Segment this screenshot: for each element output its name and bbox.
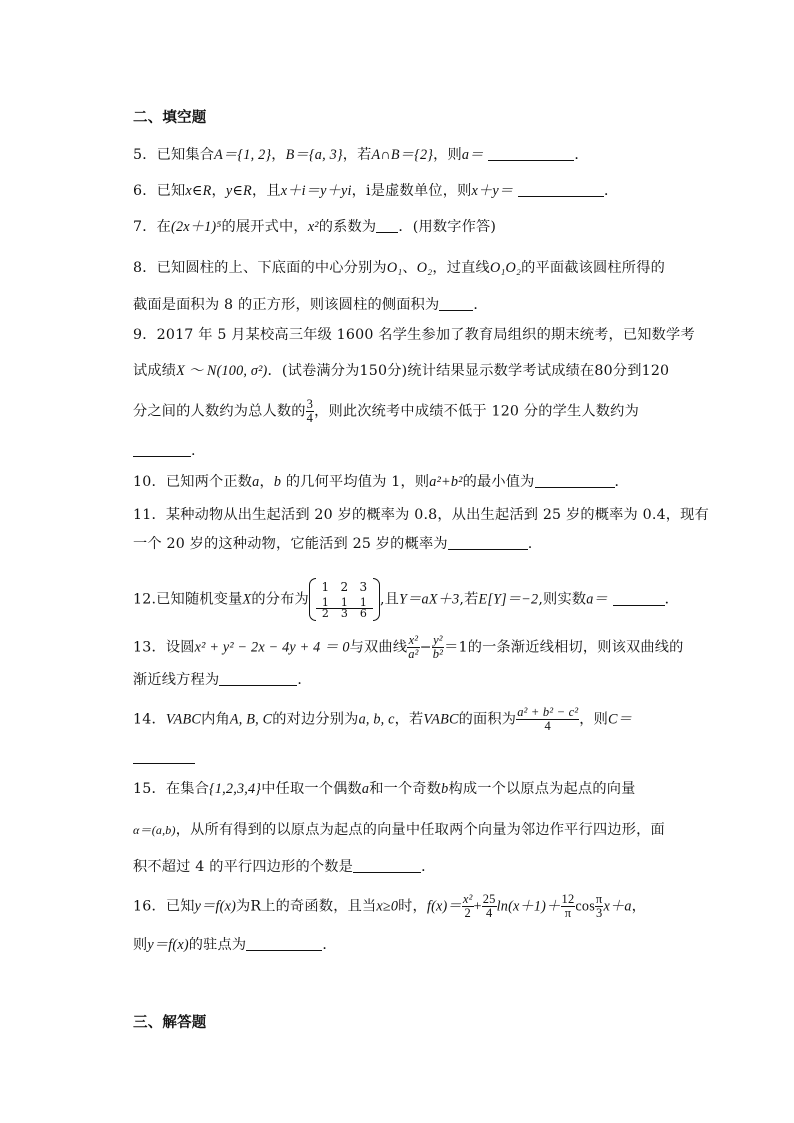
q15-line1-post: 构成一个以原点为起点的向量: [448, 781, 636, 797]
q13-eq1: ＝1: [444, 639, 468, 656]
q9-fraction: [306, 398, 314, 425]
q8-answer-blank[interactable]: [439, 296, 473, 311]
q9-line2-post: ．(试卷满分为150分)统计结果显示数学考试成绩在80分到120: [267, 363, 670, 379]
q7-mid2: 的系数为: [318, 219, 377, 235]
q5-pre: 5．已知集合: [133, 147, 215, 163]
q12-end: ．: [664, 591, 680, 608]
q12-matrix-bottom-1: $\frac{1}{2}$: [316, 598, 335, 619]
q14-mid2: 的对边分别为: [272, 711, 359, 728]
q14-mid3: ，若: [394, 711, 424, 728]
q12-distribution-matrix: [309, 580, 380, 619]
question-9-line-4: [133, 441, 196, 461]
q12-mid4: ,则实数: [538, 591, 587, 608]
q12-matrix-top-3: 3: [359, 580, 368, 594]
q6-y-real: y∈R: [225, 183, 252, 199]
q10-expr: a²+b²: [429, 474, 463, 490]
q12-EY: E[Y]＝−2: [478, 591, 539, 608]
q12-ask: a＝: [586, 591, 608, 608]
q11-answer-blank[interactable]: [448, 535, 528, 550]
question-8-line-2: [133, 295, 488, 315]
q15-end: ．: [421, 859, 436, 875]
q6-x-real: x∈R: [185, 183, 212, 199]
q8-line1-pre: 8．已知圆柱的上、下底面的中心分别为: [133, 260, 387, 276]
q16-term1: $\frac{\text{x²}}{2}$: [462, 892, 473, 920]
q16-mid1: 为R上的奇函数，且当: [236, 898, 377, 915]
q14-ask: C＝: [608, 711, 633, 728]
q7-end: ．(用数字作答): [398, 219, 497, 235]
q9-line2-pre: 试成绩: [133, 363, 177, 379]
q5-then: ，则: [433, 147, 462, 163]
question-16-line-2: [133, 935, 337, 955]
question-8-line-1: [133, 258, 665, 278]
q14-area-frac: $\frac{\text{a² + b² − c²}}{4}$: [517, 705, 579, 733]
q16-tail: x＋a: [603, 898, 632, 915]
q10-pre: 10．已知两个正数: [133, 474, 253, 490]
q9-end: .: [191, 443, 196, 459]
q14-sides: a, b, c: [358, 711, 395, 728]
q15-vector: α＝(a,b): [133, 823, 176, 837]
q16-fy: y＝f(x): [194, 898, 236, 915]
question-7: [133, 217, 496, 237]
question-13-line-2: [133, 670, 312, 690]
q16-ln: ln(x＋1)＋: [496, 898, 561, 915]
q15-a: a: [361, 781, 370, 797]
q15-set: {1,2,3,4}: [209, 781, 262, 797]
q7-mid1: 的展开式中，: [221, 219, 308, 235]
q13-line2: 渐近线方程为: [133, 672, 220, 688]
q9-frac-num: 3: [306, 397, 314, 411]
q5-set-a: A＝{1, 2}: [214, 147, 272, 163]
question-11-line-2: [133, 534, 532, 554]
section-fill-in-heading: 二、填空题: [133, 110, 207, 126]
question-12: [133, 580, 679, 619]
q12-mid3: ,若: [459, 591, 479, 608]
q15-line1-mid2: 和一个奇数: [369, 781, 442, 797]
q9-line3-pre: 分之间的人数约为总人数的: [133, 403, 306, 420]
q14-mid1: 内角: [201, 711, 230, 728]
q15-line3: 积不超过 4 的平行四边形的个数是: [133, 859, 354, 875]
q8-o1o2: O₁O₂: [489, 260, 522, 276]
question-13-line-1: [133, 634, 684, 661]
q5-set-b: B＝{a, 3}: [285, 147, 343, 163]
q6-equation: x＋i＝y＋yi: [280, 183, 352, 199]
q16-fx: f(x)＝: [426, 898, 462, 915]
q12-mid1: 的分布为: [251, 591, 309, 608]
q5-sep: ，: [271, 147, 286, 163]
section-solve-heading: 三、解答题: [133, 1015, 207, 1031]
question-9-line-2: [133, 361, 669, 381]
q14-mid4: 的面积为: [458, 711, 517, 728]
q16-answer-blank[interactable]: [246, 936, 322, 951]
q6-ask: x＋y＝: [471, 183, 514, 199]
q16-line2-post: 的驻点为: [188, 937, 247, 953]
q8-o1: O₁: [386, 260, 403, 276]
q14-post: ，则: [579, 711, 609, 728]
q10-a: a: [252, 474, 260, 490]
q12-answer-blank[interactable]: [613, 591, 665, 606]
q5-intersection: A∩B＝{2}: [371, 147, 434, 163]
q13-hx-frac: $\frac{\text{x²}}{\text{a²}}$: [408, 633, 419, 661]
q11-end: .: [527, 536, 533, 552]
q12-Y: Y＝aX＋3: [399, 591, 460, 608]
question-14: [133, 706, 632, 733]
q14-answer-blank[interactable]: [133, 749, 195, 764]
q5-ask: a＝: [461, 147, 484, 163]
q9-distribution: X ～ N(100, σ²): [176, 363, 268, 379]
q16-term3: $\frac{12}{\pi}$: [561, 892, 575, 920]
q11-line2: 一个 20 岁的这种动物，它能活到 25 岁的概率为: [133, 536, 448, 552]
q14-triangle: VABC: [165, 711, 202, 728]
q6-mid: ，i是虚数单位，则: [351, 183, 472, 199]
question-9-line-1: 9．2017 年 5 月某校高三年级 1600 名学生参加了教育局组织的期末统考，已知数学考: [133, 327, 695, 343]
q12-matrix-bottom-2: $\frac{1}{3}$: [335, 598, 354, 619]
q13-end: ．: [297, 672, 312, 688]
q16-term2: $\frac{25}{4}$: [482, 892, 496, 920]
q13-pre: 13．设圆: [133, 639, 195, 656]
question-15-line-2: [133, 820, 665, 840]
question-14-answer-line: [133, 748, 195, 768]
q16-mid2: 时，: [398, 898, 427, 915]
q12-matrix-top-2: 2: [340, 580, 349, 594]
question-15-line-1: [133, 779, 636, 799]
q16-cos: cos: [575, 898, 595, 915]
question-11-line-1: 11．某种动物从出生起活到 20 岁的概率为 0.8，从出生起活到 25 岁的概率为 0.4，现有: [133, 507, 709, 523]
q16-cond: x≥0: [376, 898, 399, 915]
q12-matrix-bottom-3: $\frac{1}{6}$: [354, 598, 373, 619]
q6-sep: ，: [211, 183, 226, 199]
q8-mid: ，过直线: [432, 260, 490, 276]
q7-term: x²: [307, 219, 319, 235]
q15-answer-blank[interactable]: [353, 858, 421, 873]
q16-pre: 16．已知: [133, 898, 195, 915]
q6-end: ．: [604, 183, 619, 199]
q13-mid: 与双曲线: [349, 639, 408, 656]
question-15-line-3: [133, 857, 435, 877]
q10-answer-blank[interactable]: [535, 473, 615, 488]
q6-cond: ，且: [251, 183, 281, 199]
q12-mid2: ,且: [379, 591, 400, 608]
q8-line2: 截面是面积为 8 的正方形，则该圆柱的侧面积为: [133, 297, 440, 313]
q13-hy-frac: $\frac{\text{y²}}{\text{b²}}$: [432, 633, 444, 661]
q8-o2: O₂: [416, 260, 433, 276]
question-6: [133, 181, 618, 201]
q10-sep: ，: [259, 474, 274, 490]
q12-matrix-top-1: 1: [321, 580, 330, 594]
q16-line2-pre: 则: [133, 937, 148, 953]
q9-line3-post: ，则此次统考中成绩不低于 120 分的学生人数约为: [314, 403, 639, 420]
q16-fy2: y＝f(x): [147, 937, 189, 953]
question-16: [133, 893, 646, 920]
q16-end2: ．: [322, 937, 337, 953]
q7-pre: 7．在: [133, 219, 172, 235]
q6-pre: 6．已知: [133, 183, 186, 199]
q15-line1-pre: 15．在集合: [133, 781, 210, 797]
q10-end: ．: [614, 474, 629, 490]
q15-line2: ，从所有得到的以原点为起点的向量中任取两个向量为邻边作平行四边形，面: [175, 822, 665, 838]
q8-sep: 、: [402, 260, 417, 276]
q9-frac-den: 4: [306, 411, 314, 425]
question-10: [133, 472, 629, 492]
question-9-line-3: [133, 398, 639, 425]
q13-minus: −: [419, 639, 432, 656]
q6-answer-blank[interactable]: [518, 182, 604, 197]
q10-mid: 的几何平均值为 1，则: [281, 474, 430, 490]
q10-post: 的最小值为: [462, 474, 535, 490]
q16-term4: $\frac{\pi}{3}$: [595, 892, 603, 920]
q14-pre: 14．: [133, 711, 166, 728]
q8-line1-post: 的平面截该圆柱所得的: [521, 260, 665, 276]
q5-cond: ，若: [342, 147, 372, 163]
question-5: [133, 145, 589, 165]
q16-end: ，: [631, 898, 647, 915]
q15-b: b: [441, 781, 449, 797]
q16-plus1: +: [473, 898, 482, 915]
q9-answer-blank[interactable]: [133, 442, 191, 457]
q15-line1-mid1: 中任取一个偶数: [261, 781, 362, 797]
q7-answer-blank[interactable]: [376, 218, 398, 233]
q14-angles: A, B, C: [229, 711, 273, 728]
q8-end: ．: [473, 297, 488, 313]
q5-end: ．: [574, 147, 589, 163]
q12-pre: 12.已知随机变量: [133, 591, 243, 608]
q7-binomial: (2x＋1)⁵: [171, 219, 222, 235]
q14-triangle-2: VABC: [423, 711, 459, 728]
q13-circle-eq: x² + y² − 2x − 4y + 4 ＝ 0: [194, 639, 350, 656]
q10-b: b: [273, 474, 282, 490]
q5-answer-blank[interactable]: [488, 146, 574, 161]
q13-post: 的一条渐近线相切，则该双曲线的: [467, 639, 684, 656]
q12-X: X: [242, 591, 252, 608]
q13-answer-blank[interactable]: [219, 671, 297, 686]
